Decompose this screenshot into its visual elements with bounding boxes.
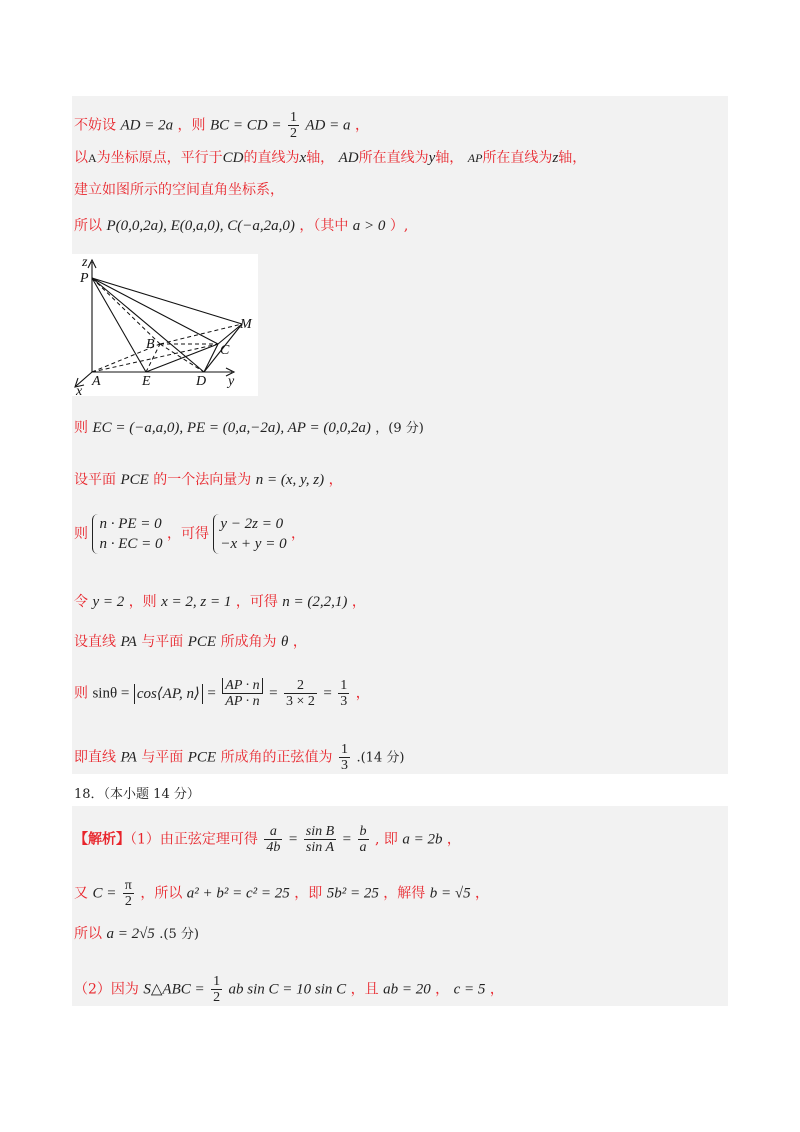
label-y: y — [228, 374, 235, 389]
label-C: C — [220, 343, 230, 358]
text-line-7: 则 n · PE = 0 n · EC = 0 ，可得 y − 2z = 0 −x + y = 0 ， — [74, 516, 306, 552]
text-line-10: 则 sinθ = cos⟨AP, n⟩ = $\frac{AP \cdot n}{AP \cdot n}$ = $\frac{2}{3 \times 2}$ = $\frac{1}{3}$ ， — [74, 678, 370, 709]
text-line-6: 设平面 PCE 的一个法向量为 n = (x, y, z) ， — [74, 472, 343, 488]
text-line-1: 不妨设 AD = 2a ，则 BC = CD = $\frac{1}{2}$ AD = a ， — [74, 110, 369, 141]
equation-system-1: n · PE = 0 n · EC = 0 — [92, 514, 162, 554]
fraction: $\frac{1}{2}$ — [289, 110, 297, 141]
text-line-5: 则 EC = (−a,a,0), PE = (0,a,−2a), AP = (0,0,2a) ，(9 分) — [74, 420, 424, 436]
text-line-2: 以A为坐标原点，平行于CD的直线为x轴， AD所在直线为y轴， AP所在直线为z轴， — [74, 150, 587, 166]
text-line-16: （2）因为 S△ABC = $\frac{1}{2}$ ab sin C = 10 sin C ，且 ab = 20 ， c = 5 ， — [74, 974, 504, 1005]
label-z: z — [82, 255, 88, 270]
text-line-13: 【解析】（1）由正弦定理可得 $\frac{a}{4b}$ = $\frac{\text{sin B}}{\text{sin A}}$ = $\frac{b}{a}$ , 即 a = 2b ， — [74, 824, 461, 855]
label-P: P — [80, 271, 89, 286]
equation-system-2: y − 2z = 0 −x + y = 0 — [213, 514, 286, 554]
label-x: x — [76, 384, 83, 396]
text-line-4: 所以 P(0,0,2a), E(0,a,0), C(−a,2a,0) ，（其中 a > 0 ）, — [74, 218, 409, 234]
label-A: A — [92, 374, 101, 389]
text-line-9: 设直线 PA 与平面 PCE 所成角为 θ ， — [74, 634, 307, 650]
text-line-8: 令 y = 2 ，则 x = 2, z = 1 ，可得 n = (2,2,1) ， — [74, 594, 366, 610]
label-D: D — [196, 374, 207, 389]
text-line-11: 即直线 PA 与平面 PCE 所成角的正弦值为 $\frac{1}{3}$ .(14 分) — [74, 742, 405, 773]
label-B: B — [146, 337, 155, 352]
text-line-14: 又 C = $\frac{\pi}{2}$ ，所以 a² + b² = c² = 25 ，即 5b² = 25 ，解得 b = √5 ， — [74, 878, 490, 909]
question-18-heading: 18．（本小题 14 分） — [74, 787, 200, 802]
label-E: E — [142, 374, 151, 389]
text-line-15: 所以 a = 2√5 .(5 分) — [74, 926, 199, 942]
coordinate-figure — [72, 254, 258, 396]
text-line-3: 建立如图所示的空间直角坐标系， — [74, 182, 284, 198]
label-M: M — [240, 317, 252, 332]
